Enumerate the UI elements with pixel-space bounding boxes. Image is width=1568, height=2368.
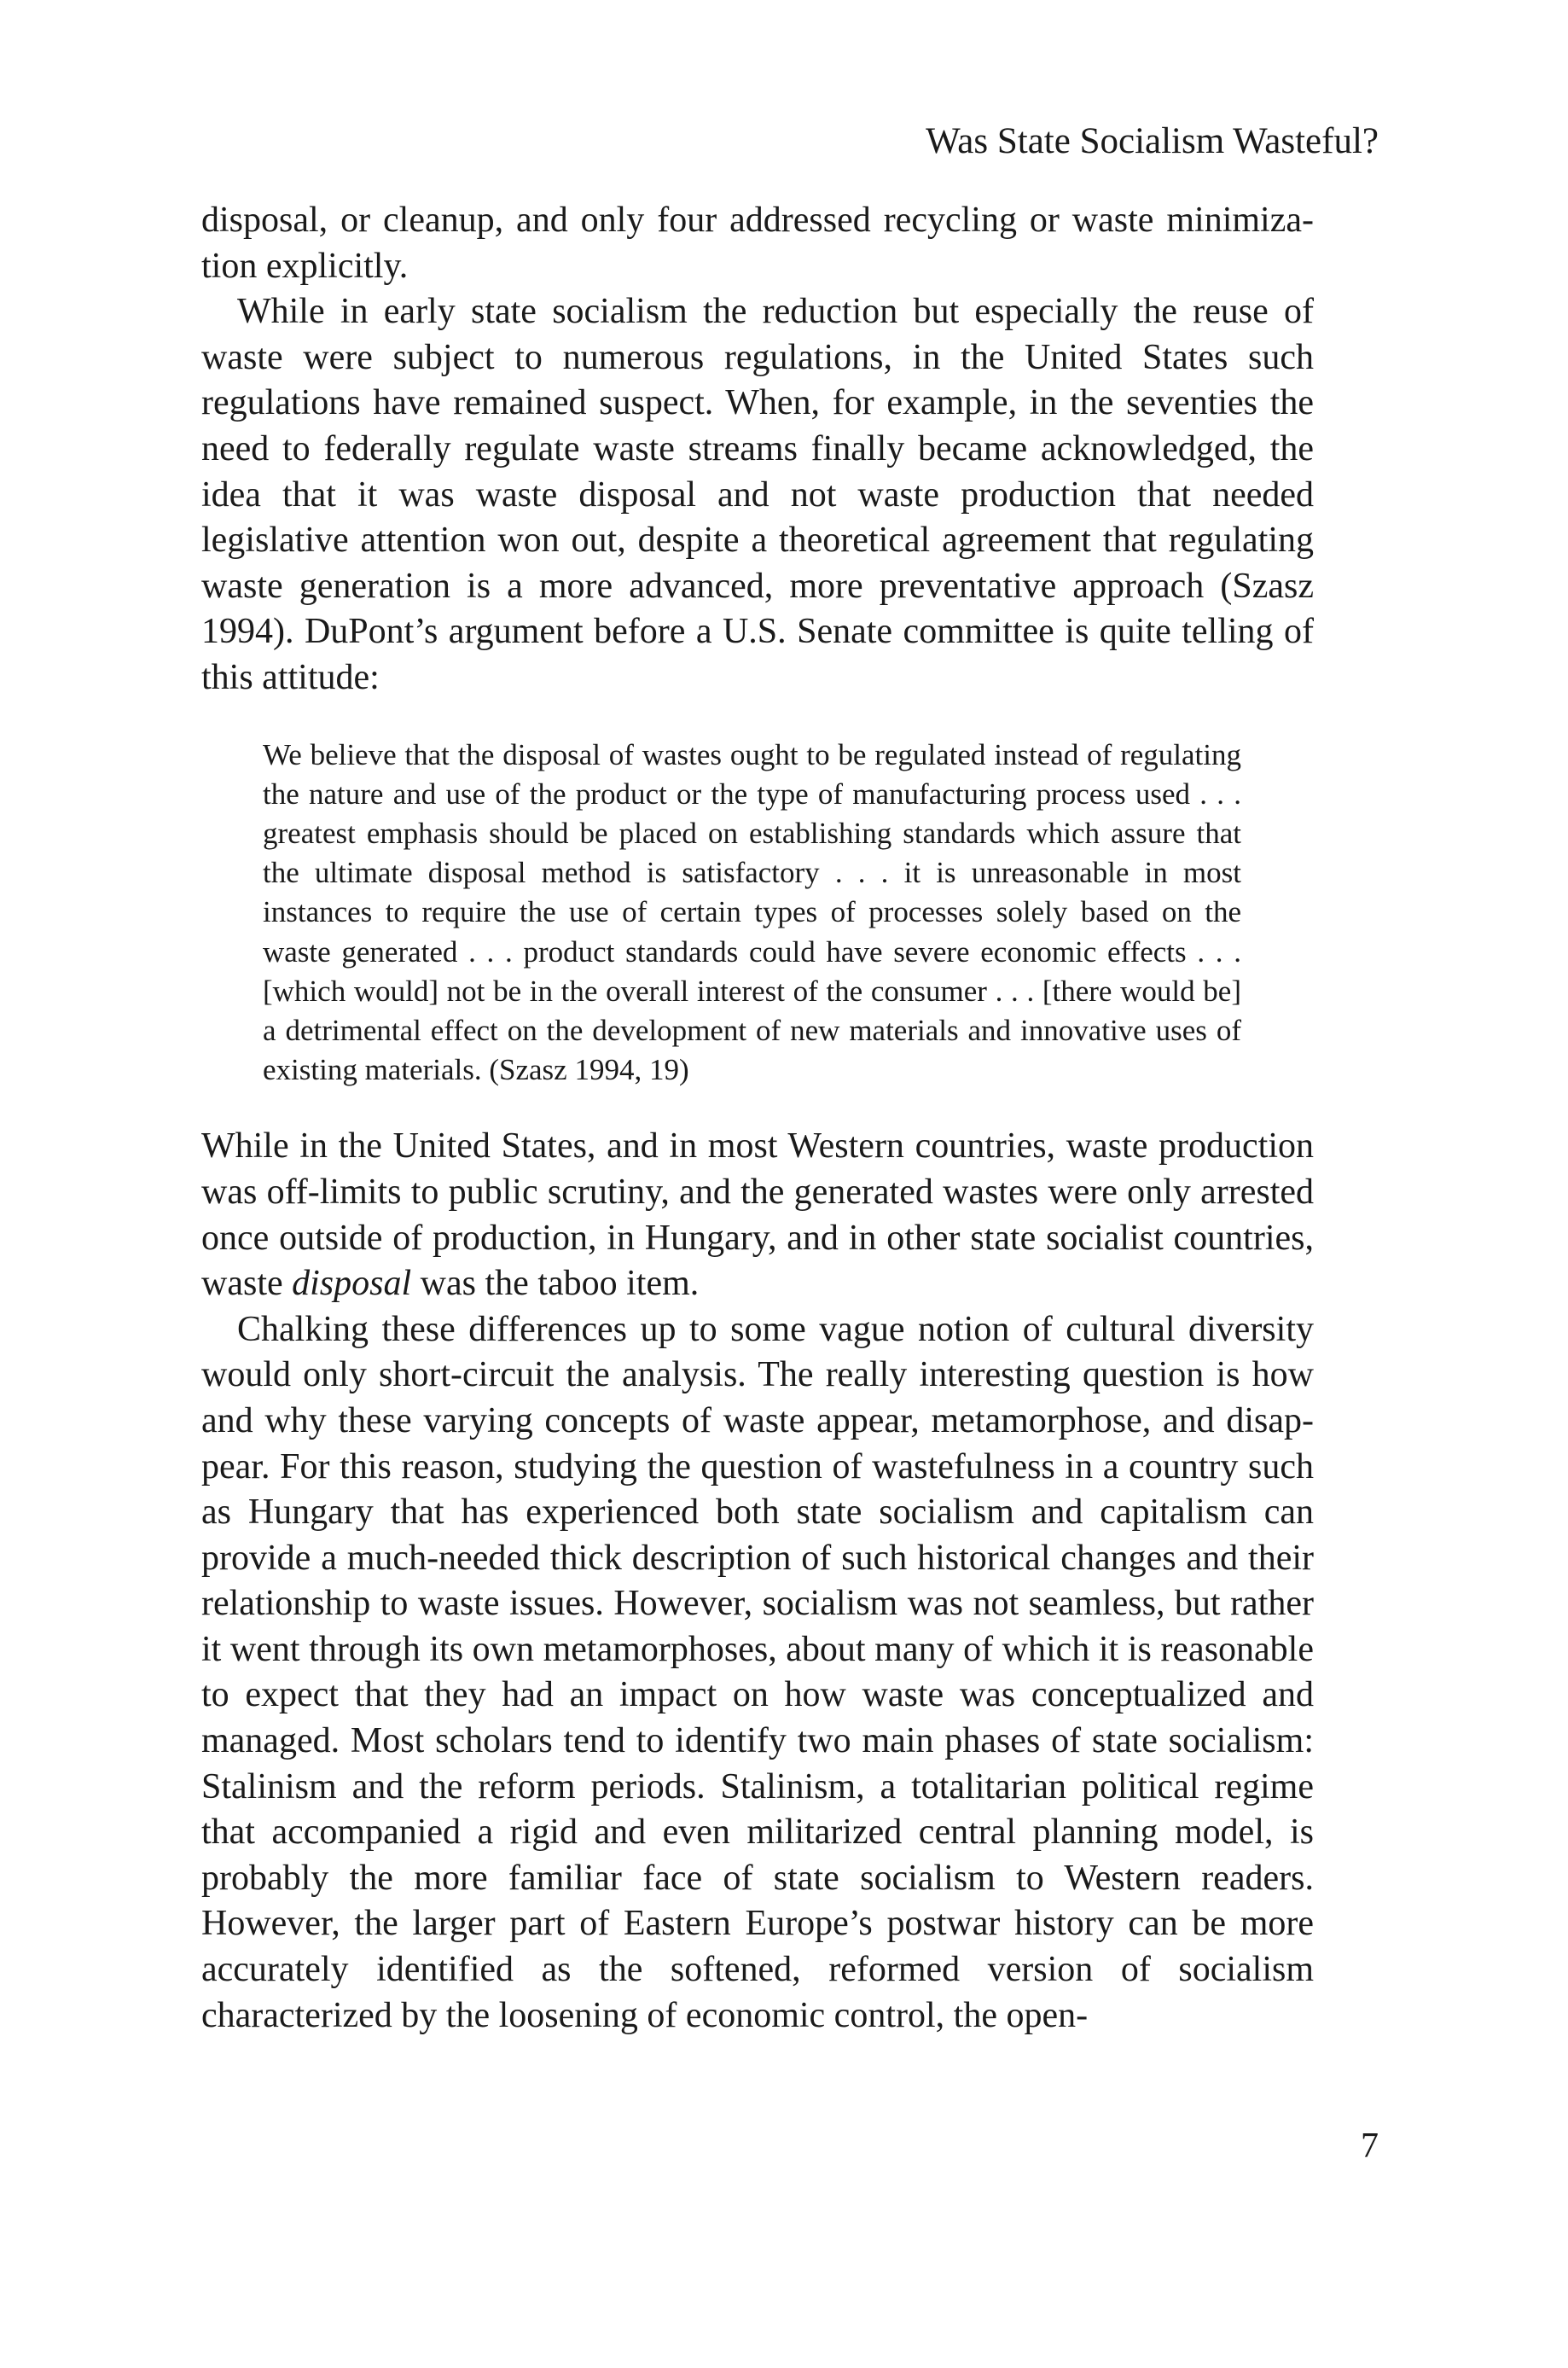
- paragraph-continued: disposal, or cleanup, and only four addressed recycling or waste minimization explicitly.: [201, 201, 1314, 286]
- running-head-title: Was State Socialism Wasteful?: [926, 121, 1379, 161]
- paragraph-cultural-diversity: Chalking these differences up to some vague notion of cultural diversity would only short-circuit the analysis. The really interesting question is how and why these varying concepts of waste appear, metamorphose, and disappear. For this reason, studying the question of wastefulness in a country such as Hungary that has experienced both state socialism and capitalism can provide a much-needed thick description of such historical changes and their relationship to waste issues. However, socialism was not seamless, but rather it went through its own metamorphoses, about many of which it is reasonable to expect that they had an impact on how waste was conceptualized and managed. Most scholars tend to identify two main phases of state socialism: Stalinism and the reform periods. Stalinism, a totalitarian political regime that accompanied a rigid and even militarized central planning model, is probably the more familiar face of state socialism to Western readers. However, the larger part of Eastern Europe’s postwar history can be more accurately identified as the softened, reformed version of socialism characterized by the loosening of economic control, the open-: [201, 1309, 1314, 2035]
- page-number: 7: [1361, 2127, 1379, 2166]
- body-text: [201, 198, 1314, 2039]
- blockquote-dupont: We believe that the disposal of wastes ought to be regulated instead of regulating the nature and use of the product or the type of manufacturing process used . . . greatest emphasis should be placed on establishing standards which assure that the ultimate disposal method is satisfactory . . . it is unreasonable in most instances to require the use of certain types of processes solely based on the waste generated . . . product standards could have severe economic effects . . . [which would] not be in the overall interest of the consumer . . . [there would be] a detrimental effect on the development of new materials and innovative uses of existing materials. (Szasz 1994, 19): [263, 737, 1241, 1087]
- paragraph-waste-disposal: [201, 1124, 1314, 1306]
- emphasis-disposal: disposal: [292, 1264, 412, 1304]
- paragraph-text: While in the United States, and in most Western countries, waste production was off-limits to public scrutiny, and the generated wastes were only arrested once outside of production, in Hungary, and in other state socialist countries, waste: [201, 1126, 1314, 1304]
- paragraph-regulation: While in early state socialism the reduction but especially the reuse of waste were subject to numerous regulations, in the United States such regulations have remained suspect. When, for example, in the seventies the need to federally regulate waste streams finally became acknowledged, the idea that it was waste disposal and not waste production that needed legislative attention won out, despite a theoretical agreement that regulating waste generation is a more advanced, more preventative approach (Szasz 1994). DuPont’s argument before a U.S. Senate committee is quite telling of this attitude:: [201, 292, 1314, 697]
- paragraph-text-end: was the taboo item.: [411, 1264, 700, 1304]
